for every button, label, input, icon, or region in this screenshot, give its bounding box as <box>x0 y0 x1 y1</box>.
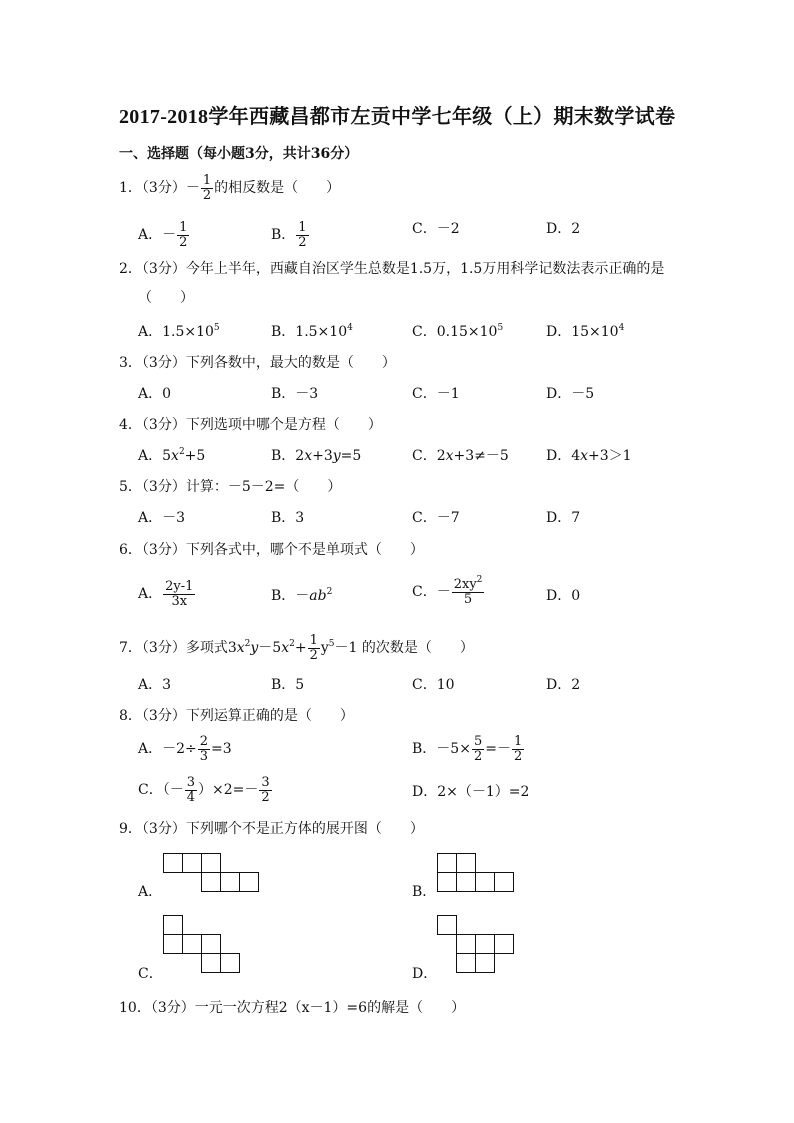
q4-d-post: +3＞1 <box>588 448 632 464</box>
q8-b-den: 2 <box>473 748 483 764</box>
q6-b-exp: 2 <box>326 587 333 597</box>
q2-option-c[interactable] <box>412 325 503 339</box>
q6-c-num-wrap <box>452 575 485 593</box>
q7-option-c[interactable]: C．10 <box>412 677 455 693</box>
q3-option-d[interactable]: D．－5 <box>546 386 595 402</box>
q8-a-pre: A．－2÷ <box>138 741 197 758</box>
q3-option-b[interactable]: B．－3 <box>271 386 319 402</box>
question-2-stem: 2．（3分）今年上半年，西藏自治区学生总数是1.5万，1.5万用科学记数法表示正确的是 <box>119 261 665 277</box>
q4-b-pre: B．2 <box>271 448 305 464</box>
q7-frac-num: 1 <box>309 633 318 648</box>
q5-option-d[interactable]: D．7 <box>546 510 581 526</box>
q4-a-exp: 2 <box>178 447 185 457</box>
q1-stem-post: 的相反数是（ ） <box>214 180 341 197</box>
q6-a-fraction <box>163 580 195 608</box>
q9-option-d[interactable]: D． <box>412 966 438 982</box>
net-square <box>475 934 495 954</box>
q8-a-den: 3 <box>199 748 209 764</box>
q5-option-c[interactable]: C．－7 <box>412 510 460 526</box>
q4-option-c[interactable] <box>412 449 509 463</box>
q1-option-b[interactable] <box>271 221 310 249</box>
net-square <box>201 953 221 973</box>
q2-d-base: D．15×10 <box>546 324 619 340</box>
q1-a-fraction <box>177 221 189 249</box>
q8-b-den2: 2 <box>513 748 523 764</box>
q1-frac-den: 2 <box>202 187 212 203</box>
q2-option-d[interactable] <box>546 325 624 339</box>
q7-e2: 2 <box>289 639 295 650</box>
q6-c-den: 5 <box>463 591 473 607</box>
q6-b-var: ab <box>309 588 327 604</box>
q4-b-mid: +3 <box>312 448 333 464</box>
q8-a-fraction <box>198 735 210 763</box>
section-heading: 一、选择题（每小题3分，共计36分） <box>119 146 359 162</box>
q6-b-label: B．－ <box>271 588 310 604</box>
q8-b-fraction <box>472 735 484 763</box>
question-6-stem: 6．（3分）下列各式中，哪个不是单项式（ ） <box>119 542 424 558</box>
question-7 <box>119 634 474 662</box>
net-square <box>475 953 495 973</box>
net-square <box>163 853 183 873</box>
q3-option-a[interactable]: A．0 <box>138 386 172 402</box>
q7-fraction <box>308 634 320 662</box>
q9-option-c[interactable]: C． <box>138 966 163 982</box>
q1-option-c[interactable]: C．－2 <box>412 221 460 237</box>
q4-d-pre: D．4 <box>546 448 581 464</box>
q8-c-mid: ）×2=－ <box>198 782 259 799</box>
net-square <box>494 872 514 892</box>
net-square <box>456 934 476 954</box>
q6-a-num: 2y-1 <box>165 579 194 594</box>
q8-c-fraction2 <box>259 776 271 804</box>
q6-option-d[interactable]: D．0 <box>546 588 581 604</box>
net-square <box>182 934 202 954</box>
q6-a-den: 3x <box>171 593 188 609</box>
net-square <box>456 853 476 873</box>
q2-b-base: B．1.5×10 <box>271 324 348 340</box>
net-square <box>437 915 457 935</box>
q1-b-den: 2 <box>298 234 307 250</box>
question-8-stem: 8．（3分）下列运算正确的是（ ） <box>119 708 354 724</box>
q3-option-c[interactable]: C．－1 <box>412 386 460 402</box>
q8-b-pre: B．－5× <box>412 741 471 758</box>
q1-a-label: A．－ <box>138 227 177 244</box>
question-3-stem: 3．（3分）下列各数中，最大的数是（ ） <box>119 355 396 371</box>
q2-a-exp: 5 <box>213 323 220 333</box>
q8-c-den: 4 <box>186 789 195 805</box>
q5-option-b[interactable]: B．3 <box>271 510 305 526</box>
q4-option-b[interactable] <box>271 449 361 463</box>
question-2-paren: （ ） <box>138 290 194 306</box>
net-square <box>163 934 183 954</box>
q8-b-eq: =－ <box>485 741 511 758</box>
q4-a-post: +5 <box>184 448 206 464</box>
q9-option-b[interactable]: B． <box>412 884 437 900</box>
net-square <box>182 853 202 873</box>
q6-a-label: A． <box>138 586 163 603</box>
q1-b-label: B． <box>271 227 296 244</box>
net-square <box>201 853 221 873</box>
net-square <box>239 872 259 892</box>
q6-c-num-exp: 2 <box>476 575 483 585</box>
q2-c-exp: 5 <box>497 323 504 333</box>
q6-option-c[interactable] <box>412 575 485 607</box>
q8-c-pre: C．（－ <box>138 782 184 799</box>
q1-a-den: 2 <box>179 234 188 250</box>
q1-frac-num: 1 <box>202 173 212 188</box>
q6-c-label: C．－ <box>412 584 451 601</box>
net-square <box>494 934 514 954</box>
q4-c-post: +3≠－5 <box>453 448 509 464</box>
q7-mid: －5 <box>258 640 282 657</box>
question-9-stem: 9．（3分）下列哪个不是正方体的展开图（ ） <box>119 821 424 837</box>
q4-a-var: x <box>171 448 179 464</box>
q7-v2: y <box>250 640 259 657</box>
q1-option-a[interactable] <box>138 221 190 249</box>
q1-a-num: 1 <box>179 220 188 235</box>
q8-c-fraction <box>185 776 197 804</box>
q2-c-base: C．0.15×10 <box>412 324 498 340</box>
q5-option-a[interactable]: A．－3 <box>138 510 186 526</box>
q7-e1: 2 <box>244 639 251 650</box>
q8-c-num: 3 <box>186 775 195 790</box>
q7-y: y <box>320 640 329 657</box>
net-square <box>163 915 183 935</box>
net-square <box>437 872 457 892</box>
q1-stem-pre: 1．（3分）－ <box>119 180 200 197</box>
q7-e3: 5 <box>328 639 335 650</box>
q8-a-num: 2 <box>199 734 209 749</box>
q6-c-num: 2xy <box>453 577 477 592</box>
q7-stem-post: －1 的次数是（ ） <box>334 640 474 657</box>
q7-option-d[interactable]: D．2 <box>546 677 581 693</box>
q2-d-exp: 4 <box>618 323 625 333</box>
q6-c-fraction <box>452 575 485 607</box>
q2-a-base: A．1.5×10 <box>138 324 214 340</box>
q8-option-b[interactable] <box>412 735 525 763</box>
q8-b-num: 5 <box>473 734 483 749</box>
q4-option-a[interactable] <box>138 449 205 463</box>
q1-b-num: 1 <box>298 220 307 235</box>
net-square <box>456 953 476 973</box>
q7-frac-den: 2 <box>309 647 318 663</box>
q2-option-b[interactable] <box>271 325 353 339</box>
q9-option-a[interactable]: A． <box>138 884 163 900</box>
q8-c-num2: 3 <box>261 775 270 790</box>
net-square <box>437 853 457 873</box>
q8-b-fraction2 <box>512 735 524 763</box>
q8-c-den2: 2 <box>261 789 270 805</box>
question-5-stem: 5．（3分）计算：－5－2=（ ） <box>119 479 342 495</box>
q7-stem-pre: 7．（3分）多项式3 <box>119 640 237 657</box>
q2-b-exp: 4 <box>347 323 353 333</box>
q2-option-a[interactable] <box>138 325 220 339</box>
net-square <box>456 872 476 892</box>
question-10-stem: 10．（3分）一元一次方程2（x－1）=6的解是（ ） <box>119 1000 466 1016</box>
net-square <box>220 953 240 973</box>
page-title: 2017-2018学年西藏昌都市左贡中学七年级（上）期末数学试卷 <box>119 106 676 128</box>
q4-b-var1: x <box>304 448 313 464</box>
q6-option-a[interactable] <box>138 580 196 608</box>
q1-b-fraction <box>296 221 308 249</box>
q8-option-d[interactable]: D．2×（－1）=2 <box>412 784 530 800</box>
q4-c-pre: C．2 <box>412 448 446 464</box>
q6-option-b[interactable] <box>271 589 332 603</box>
q1-fraction <box>201 174 213 202</box>
question-4-stem: 4．（3分）下列选项中哪个是方程（ ） <box>119 417 382 433</box>
q4-c-var: x <box>445 448 454 464</box>
q8-b-num2: 1 <box>513 734 523 749</box>
q8-a-post: =3 <box>211 741 232 758</box>
q7-v1: x <box>236 640 245 657</box>
q4-d-var: x <box>580 448 589 464</box>
q1-option-d[interactable]: D．2 <box>546 221 581 237</box>
q7-option-b[interactable]: B．5 <box>271 677 305 693</box>
q4-b-post: =5 <box>340 448 362 464</box>
net-square <box>201 934 221 954</box>
net-square <box>201 872 221 892</box>
net-square <box>220 872 240 892</box>
q7-plus: + <box>294 640 307 657</box>
q8-option-a[interactable] <box>138 735 232 763</box>
q4-option-d[interactable] <box>546 449 632 463</box>
q7-v3: x <box>281 640 290 657</box>
q4-a-pre: A．5 <box>138 448 172 464</box>
net-square <box>475 872 495 892</box>
q8-option-c[interactable] <box>138 776 273 804</box>
question-1 <box>119 174 340 202</box>
q4-b-var2: y <box>332 448 341 464</box>
q7-option-a[interactable]: A．3 <box>138 677 172 693</box>
